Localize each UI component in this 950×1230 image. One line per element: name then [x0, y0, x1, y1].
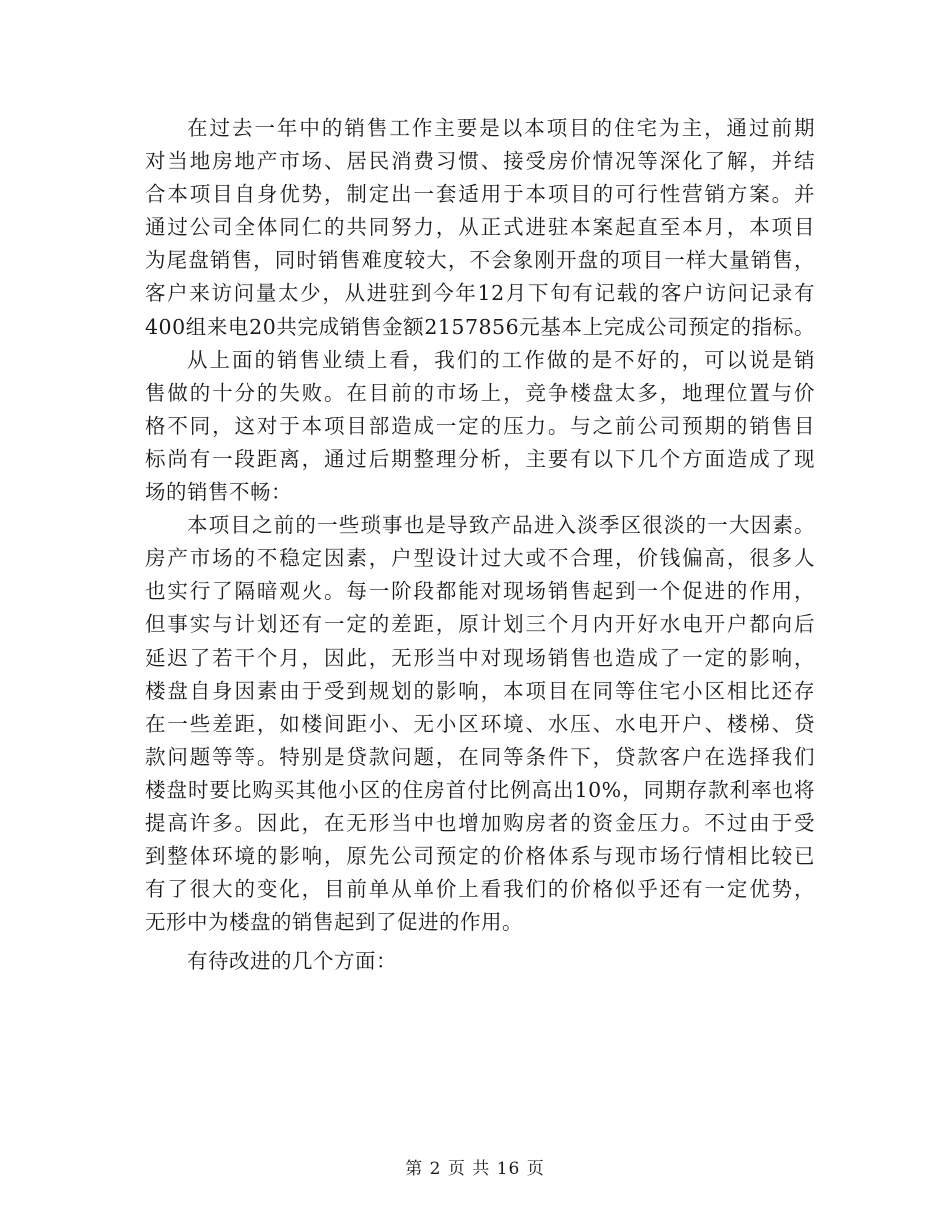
- paragraph-line: 也实行了隔暗观火。每一阶段都能对现场销售起到一个促进的作用，: [145, 579, 815, 604]
- paragraph-line: 合本项目自身优势，制定出一套适用于本项目的可行性营销方案。并: [145, 182, 815, 207]
- paragraph-line: 但事实与计划还有一定的差距，原计划三个月内开好水电开户都向后: [145, 612, 815, 637]
- paragraph-line: 400组来电20共完成销售金额2157856元基本上完成公司预定的指标。: [145, 314, 815, 339]
- paragraph-line: 本项目之前的一些琐事也是导致产品进入淡季区很淡的一大因素。: [187, 513, 815, 538]
- paragraph-line: 在一些差距，如楼间距小、无小区环境、水压、水电开户、楼梯、贷: [145, 711, 815, 736]
- paragraph-line: 到整体环境的影响，原先公司预定的价格体系与现市场行情相比较已: [145, 844, 815, 869]
- paragraph-line: 客户来访问量太少，从进驻到今年12月下旬有记载的客户访问记录有: [145, 281, 815, 306]
- paragraph-line: 无形中为楼盘的销售起到了促进的作用。: [145, 910, 523, 935]
- paragraph-line: 款问题等等。特别是贷款问题，在同等条件下，贷款客户在选择我们: [145, 744, 815, 769]
- paragraph-line: 格不同，这对于本项目部造成一定的压力。与之前公司预期的销售目: [145, 413, 815, 438]
- paragraph-line: 从上面的销售业绩上看，我们的工作做的是不好的，可以说是销: [187, 347, 815, 372]
- paragraph-line: 场的销售不畅：: [145, 480, 292, 505]
- paragraph-line: 提高许多。因此，在无形当中也增加购房者的资金压力。不过由于受: [145, 810, 815, 835]
- paragraph-line: 楼盘自身因素由于受到规划的影响，本项目在同等住宅小区相比还存: [145, 678, 815, 703]
- paragraph-line: 房产市场的不稳定因素，户型设计过大或不合理，价钱偏高，很多人: [145, 546, 815, 571]
- paragraph-line: 标尚有一段距离，通过后期整理分析，主要有以下几个方面造成了现: [145, 446, 815, 471]
- paragraph-line: 楼盘时要比购买其他小区的住房首付比例高出10%，同期存款利率也将: [145, 777, 815, 802]
- document-body: [145, 112, 815, 978]
- paragraph-line: 有待改进的几个方面：: [187, 949, 397, 974]
- paragraph-line: 售做的十分的失败。在目前的市场上，竞争楼盘太多，地理位置与价: [145, 380, 815, 405]
- paragraph-line: 延迟了若干个月，因此，无形当中对现场销售也造成了一定的影响，: [145, 645, 815, 670]
- page-number-footer: 第 2 页 共 16 页: [405, 1159, 545, 1179]
- paragraph-line: 为尾盘销售，同时销售难度较大，不会象刚开盘的项目一样大量销售，: [145, 248, 815, 273]
- paragraph-line: 对当地房地产市场、居民消费习惯、接受房价情况等深化了解，并结: [145, 149, 815, 174]
- paragraph-line: 有了很大的变化，目前单从单价上看我们的价格似乎还有一定优势，: [145, 877, 815, 902]
- paragraph-line: 通过公司全体同仁的共同努力，从正式进驻本案起直至本月，本项目: [145, 215, 815, 240]
- paragraph-line: 在过去一年中的销售工作主要是以本项目的住宅为主，通过前期: [187, 116, 815, 140]
